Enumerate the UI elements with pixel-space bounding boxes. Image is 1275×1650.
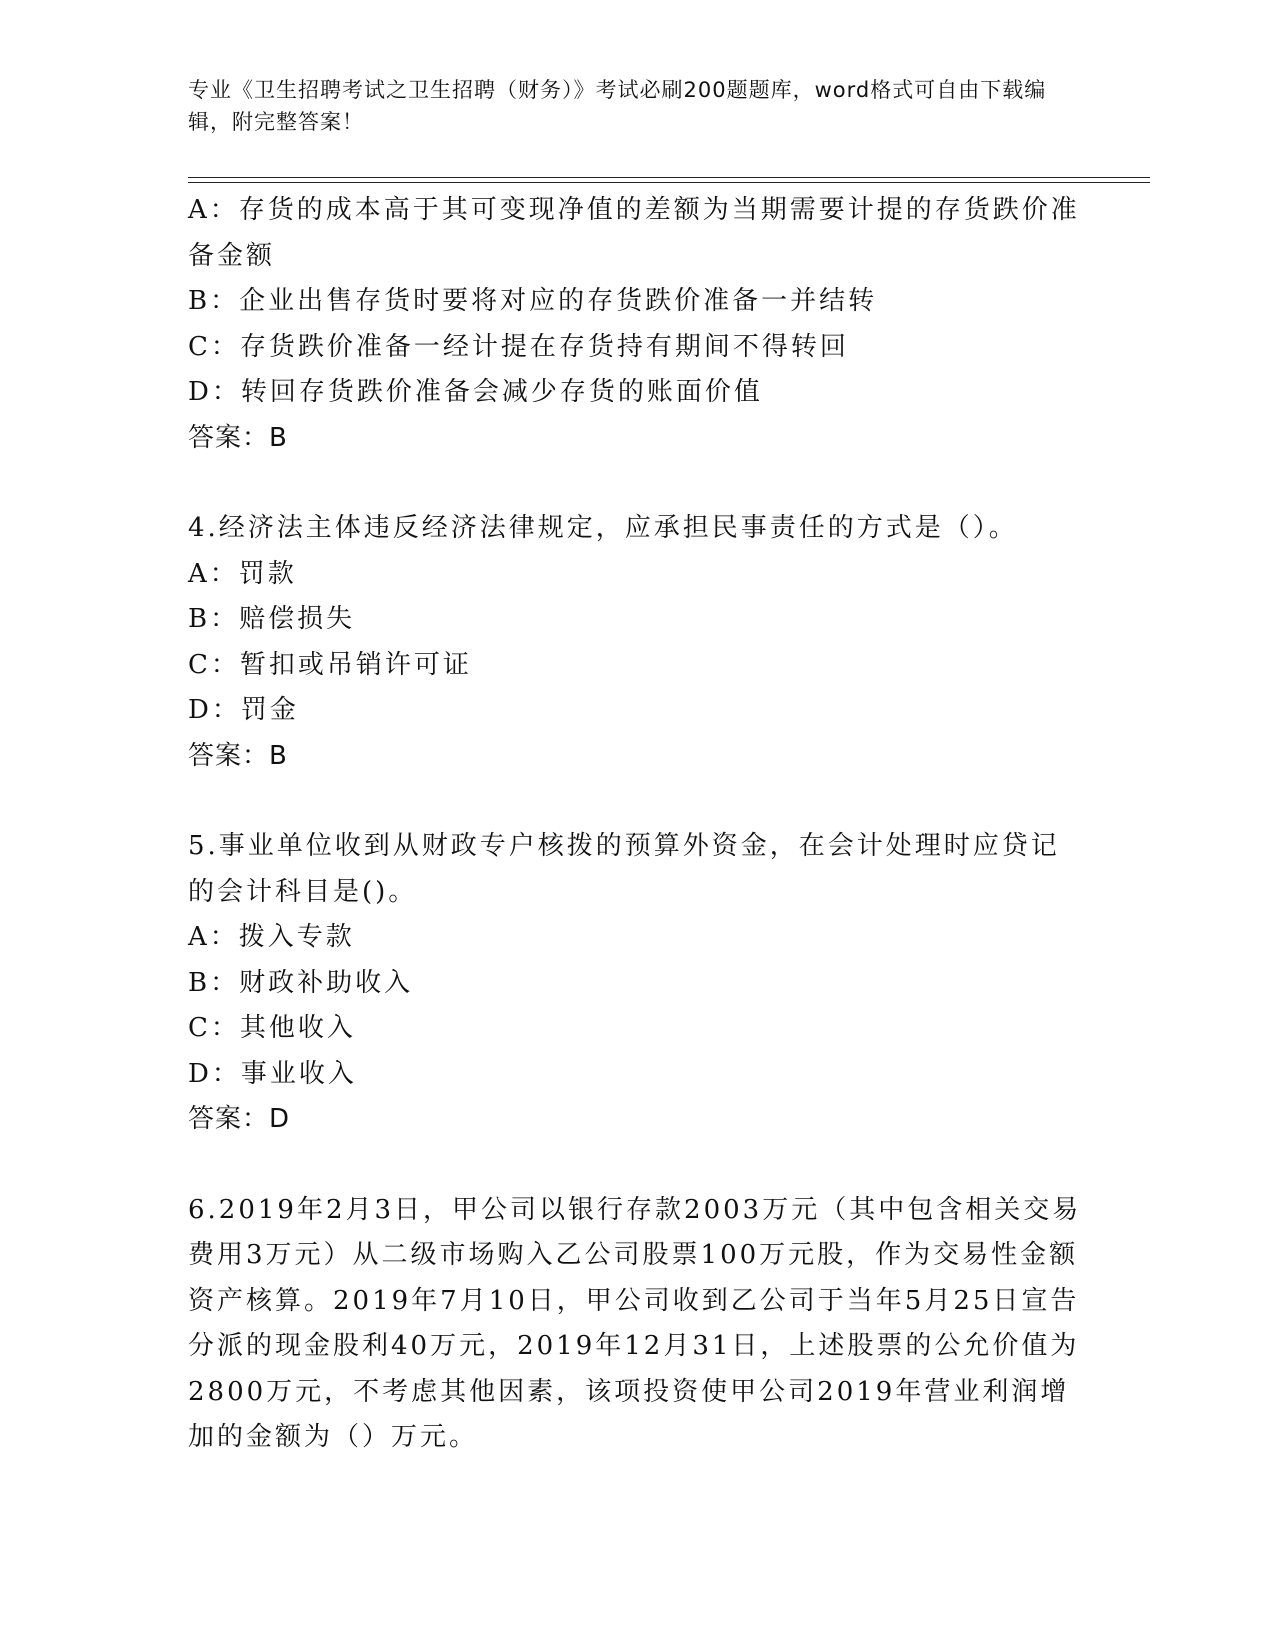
answer: 答案：D — [188, 1104, 291, 1134]
answer: 答案：B — [188, 740, 288, 771]
document-header — [188, 74, 1068, 138]
option-d: D：转回存货跌价准备会减少存货的账面价值 — [188, 377, 763, 407]
question-5 — [188, 824, 1088, 1143]
question-3 — [188, 188, 1088, 461]
question-text: 6.2019年2月3日，甲公司以银行存款2003万元（其中包含相关交易费用3万元）从二级市场购入乙公司股票100万元股，作为交易性金额资产核算。2019年7月10日，甲公司收到乙公司于当年5月25日宣告分派的现金股利40万元，2019年12月31日，上述股票的公允价值为2800万元，不考虑其他因素，该项投资使甲公司2019年营业利润增加的金额为（）万元。 — [188, 1194, 1082, 1452]
option-b: B：企业出售存货时要将对应的存货跌价准备一并结转 — [188, 286, 878, 316]
option-d: D：罚金 — [188, 695, 299, 725]
header-divider-bottom — [188, 182, 1150, 183]
option-b: B：赔偿损失 — [188, 604, 356, 634]
question-text: 4.经济法主体违反经济法律规定，应承担民事责任的方式是（）。 — [188, 513, 1018, 543]
option-c: C：暂扣或吊销许可证 — [188, 649, 472, 680]
header-divider-top — [188, 177, 1150, 178]
option-a: A：拨入专款 — [188, 922, 355, 952]
question-text: 5.事业单位收到从财政专户核拨的预算外资金，在会计处理时应贷记的会计科目是()。 — [188, 831, 1060, 907]
question-4 — [188, 506, 1088, 779]
question-content — [188, 188, 1088, 1461]
spacer — [188, 779, 1088, 824]
answer: 答案：B — [188, 422, 288, 453]
header-title: 专业《卫生招聘考试之卫生招聘（财务）》考试必刷200题题库，word格式可自由下载编辑，附完整答案！ — [188, 78, 1047, 134]
option-c: C：存货跌价准备一经计提在存货持有期间不得转回 — [188, 331, 849, 362]
option-d: D：事业收入 — [188, 1058, 357, 1089]
option-b: B：财政补助收入 — [188, 967, 414, 998]
spacer — [188, 461, 1088, 506]
option-c: C：其他收入 — [188, 1013, 356, 1043]
spacer — [188, 1143, 1088, 1188]
question-6 — [188, 1188, 1088, 1461]
option-a: A：存货的成本高于其可变现净值的差额为当期需要计提的存货跌价准备金额 — [188, 195, 1080, 271]
option-a: A：罚款 — [188, 558, 297, 589]
